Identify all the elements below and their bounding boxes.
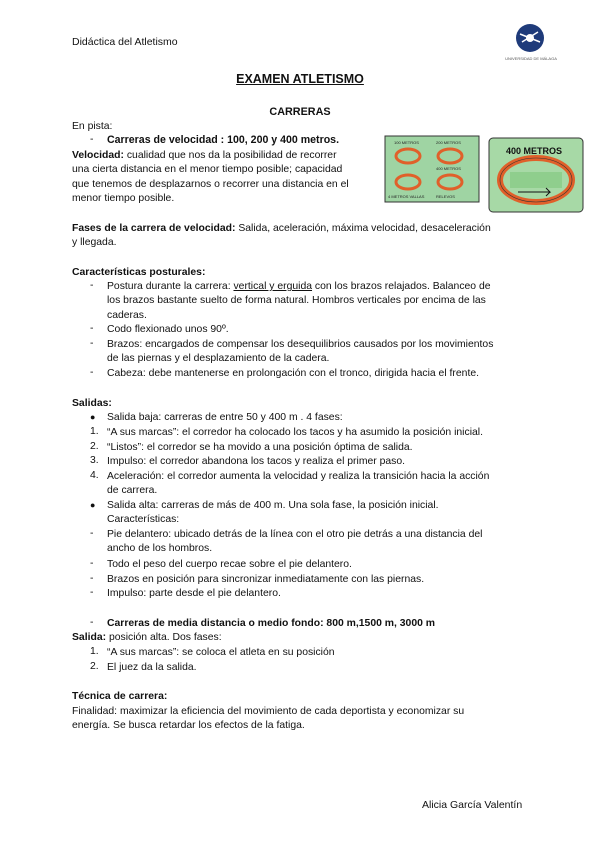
media-salida-text: posición alta. Dos fases: [106,632,222,643]
fases-line: y llegada. [72,237,117,249]
alta-item [107,528,527,557]
tecnica-heading: Técnica de carrera: [72,691,168,702]
baja-step: “Listos”: el corredor se ha movido a una posición óptima de salida. [107,442,413,453]
salidas-heading: Salidas: [72,398,112,409]
track-label: 4 METROS VALLAS [388,194,425,199]
media-salida [72,631,222,645]
track-label: 100 METROS [394,140,419,145]
tecnica-line: energía. Se busca retardar los efectos de la fatiga. [72,720,305,732]
media-salida-label: Salida: [72,632,107,643]
step-number: 4. [90,470,99,481]
dash-marker: - [90,617,94,628]
baja-step [107,470,527,499]
track-label: 200 METROS [436,140,461,145]
velocidad-line: menor tiempo posible. [72,193,175,205]
salida-baja: Salida baja: carreras de entre 50 y 400 m . 4 fases: [107,412,343,423]
baja-step-text: de carrera. [107,485,158,497]
dash-marker: - [90,280,94,291]
dash-marker: - [90,367,94,378]
track-400-illustration [488,136,584,214]
tecnica-paragraph [72,705,532,734]
tecnica-line: Finalidad: maximizar la eficiencia del movimiento de cada deportista y economizar su [72,706,465,717]
postural-underlined: vertical y erguida [233,281,313,292]
media-step: El juez da la salida. [107,662,197,673]
velocidad-line: una cierta distancia en el menor tiempo posible; capacidad [72,164,343,176]
fases-label: Fases de la carrera de velocidad: [72,223,236,234]
step-number: 2. [90,441,99,452]
fases-paragraph [72,222,532,251]
step-number: 1. [90,426,99,437]
media-heading: Carreras de media distancia o medio fondo: 800 m,1500 m, 3000 m [107,618,436,629]
university-logo [500,20,560,70]
velocidad-line: cualidad que nos da la posibilidad de recorrer [123,150,337,161]
postural-text: Postura durante la carrera: [107,281,234,292]
postural-text: con los brazos relajados. Balanceo de [312,281,491,292]
track-label: RELEVOS [436,194,455,199]
track2-label: 400 METROS [506,146,563,156]
intro-text: En pista: [72,121,113,132]
alta-item: Todo el peso del cuerpo recae sobre el pie delantero. [107,559,352,570]
track-label: 400 METROS [436,166,461,171]
alta-item-text: ancho de los hombros. [107,543,213,555]
postural-item: Codo flexionado unos 90º. [107,324,229,335]
step-number: 2. [90,661,99,672]
media-step: “A sus marcas”: se coloca el atleta en su posición [107,647,335,658]
track-illustration [384,134,480,204]
salida-alta-sub: Características: [107,514,180,526]
salida-alta [107,499,527,528]
bullet-icon: ● [90,500,96,510]
postural-text: caderas. [107,309,147,321]
posturales-heading: Características posturales: [72,267,206,278]
step-number: 3. [90,455,99,466]
postural-item [107,338,527,367]
salida-alta-text: Salida alta: carreras de más de 400 m. Una sola fase, la posición inicial. [107,500,439,511]
page-title: EXAMEN ATLETISMO [236,72,364,86]
velocidad-label: Velocidad: [72,150,124,161]
dash-marker: - [90,587,94,598]
sprint-heading: Carreras de velocidad : 100, 200 y 400 metros. [107,134,340,146]
dash-marker: - [90,134,94,145]
alta-item: Impulso: parte desde el pie delantero. [107,588,281,599]
baja-step: Impulso: el corredor abandona los tacos y realiza el primer paso. [107,456,406,467]
fases-line: Salida, aceleración, máxima velocidad, desaceleración [235,223,491,234]
step-number: 1. [90,646,99,657]
dash-marker: - [90,323,94,334]
footer-author: Alicia García Valentín [422,799,523,811]
postural-item [107,280,527,323]
velocidad-paragraph [72,149,372,207]
logo-caption: UNIVERSIDAD DE MÁLAGA [505,56,557,61]
alta-item-text: Pie delantero: ubicado detrás de la línea con el otro pie detrás a una distancia del [107,529,483,540]
dash-marker: - [90,573,94,584]
postural-text: Brazos: encargados de compensar los desequilibrios causados por los movimientos [107,339,494,350]
postural-text: los brazos bastante suelto de forma natural. Hombros verticales por encima de las [107,295,486,307]
dash-marker: - [90,528,94,539]
section-title: CARRERAS [269,106,331,118]
header-title: Didáctica del Atletismo [72,36,178,48]
bullet-icon: ● [90,412,96,422]
postural-text: de las piernas y el desplazamiento de la cadera. [107,353,330,365]
baja-step-text: Aceleración: el corredor aumenta la velocidad y realiza la transición hacia la acción [107,471,490,482]
postural-item: Cabeza: debe mantenerse en prolongación con el tronco, dirigida hacia el frente. [107,368,479,379]
alta-item: Brazos en posición para sincronizar inmediatamente con las piernas. [107,574,425,585]
velocidad-line: que tenemos de desplazarnos o recorrer una distancia en el [72,178,349,190]
baja-step: “A sus marcas”: el corredor ha colocado los tacos y ha asumido la posición inicial. [107,427,483,438]
dash-marker: - [90,558,94,569]
dash-marker: - [90,338,94,349]
